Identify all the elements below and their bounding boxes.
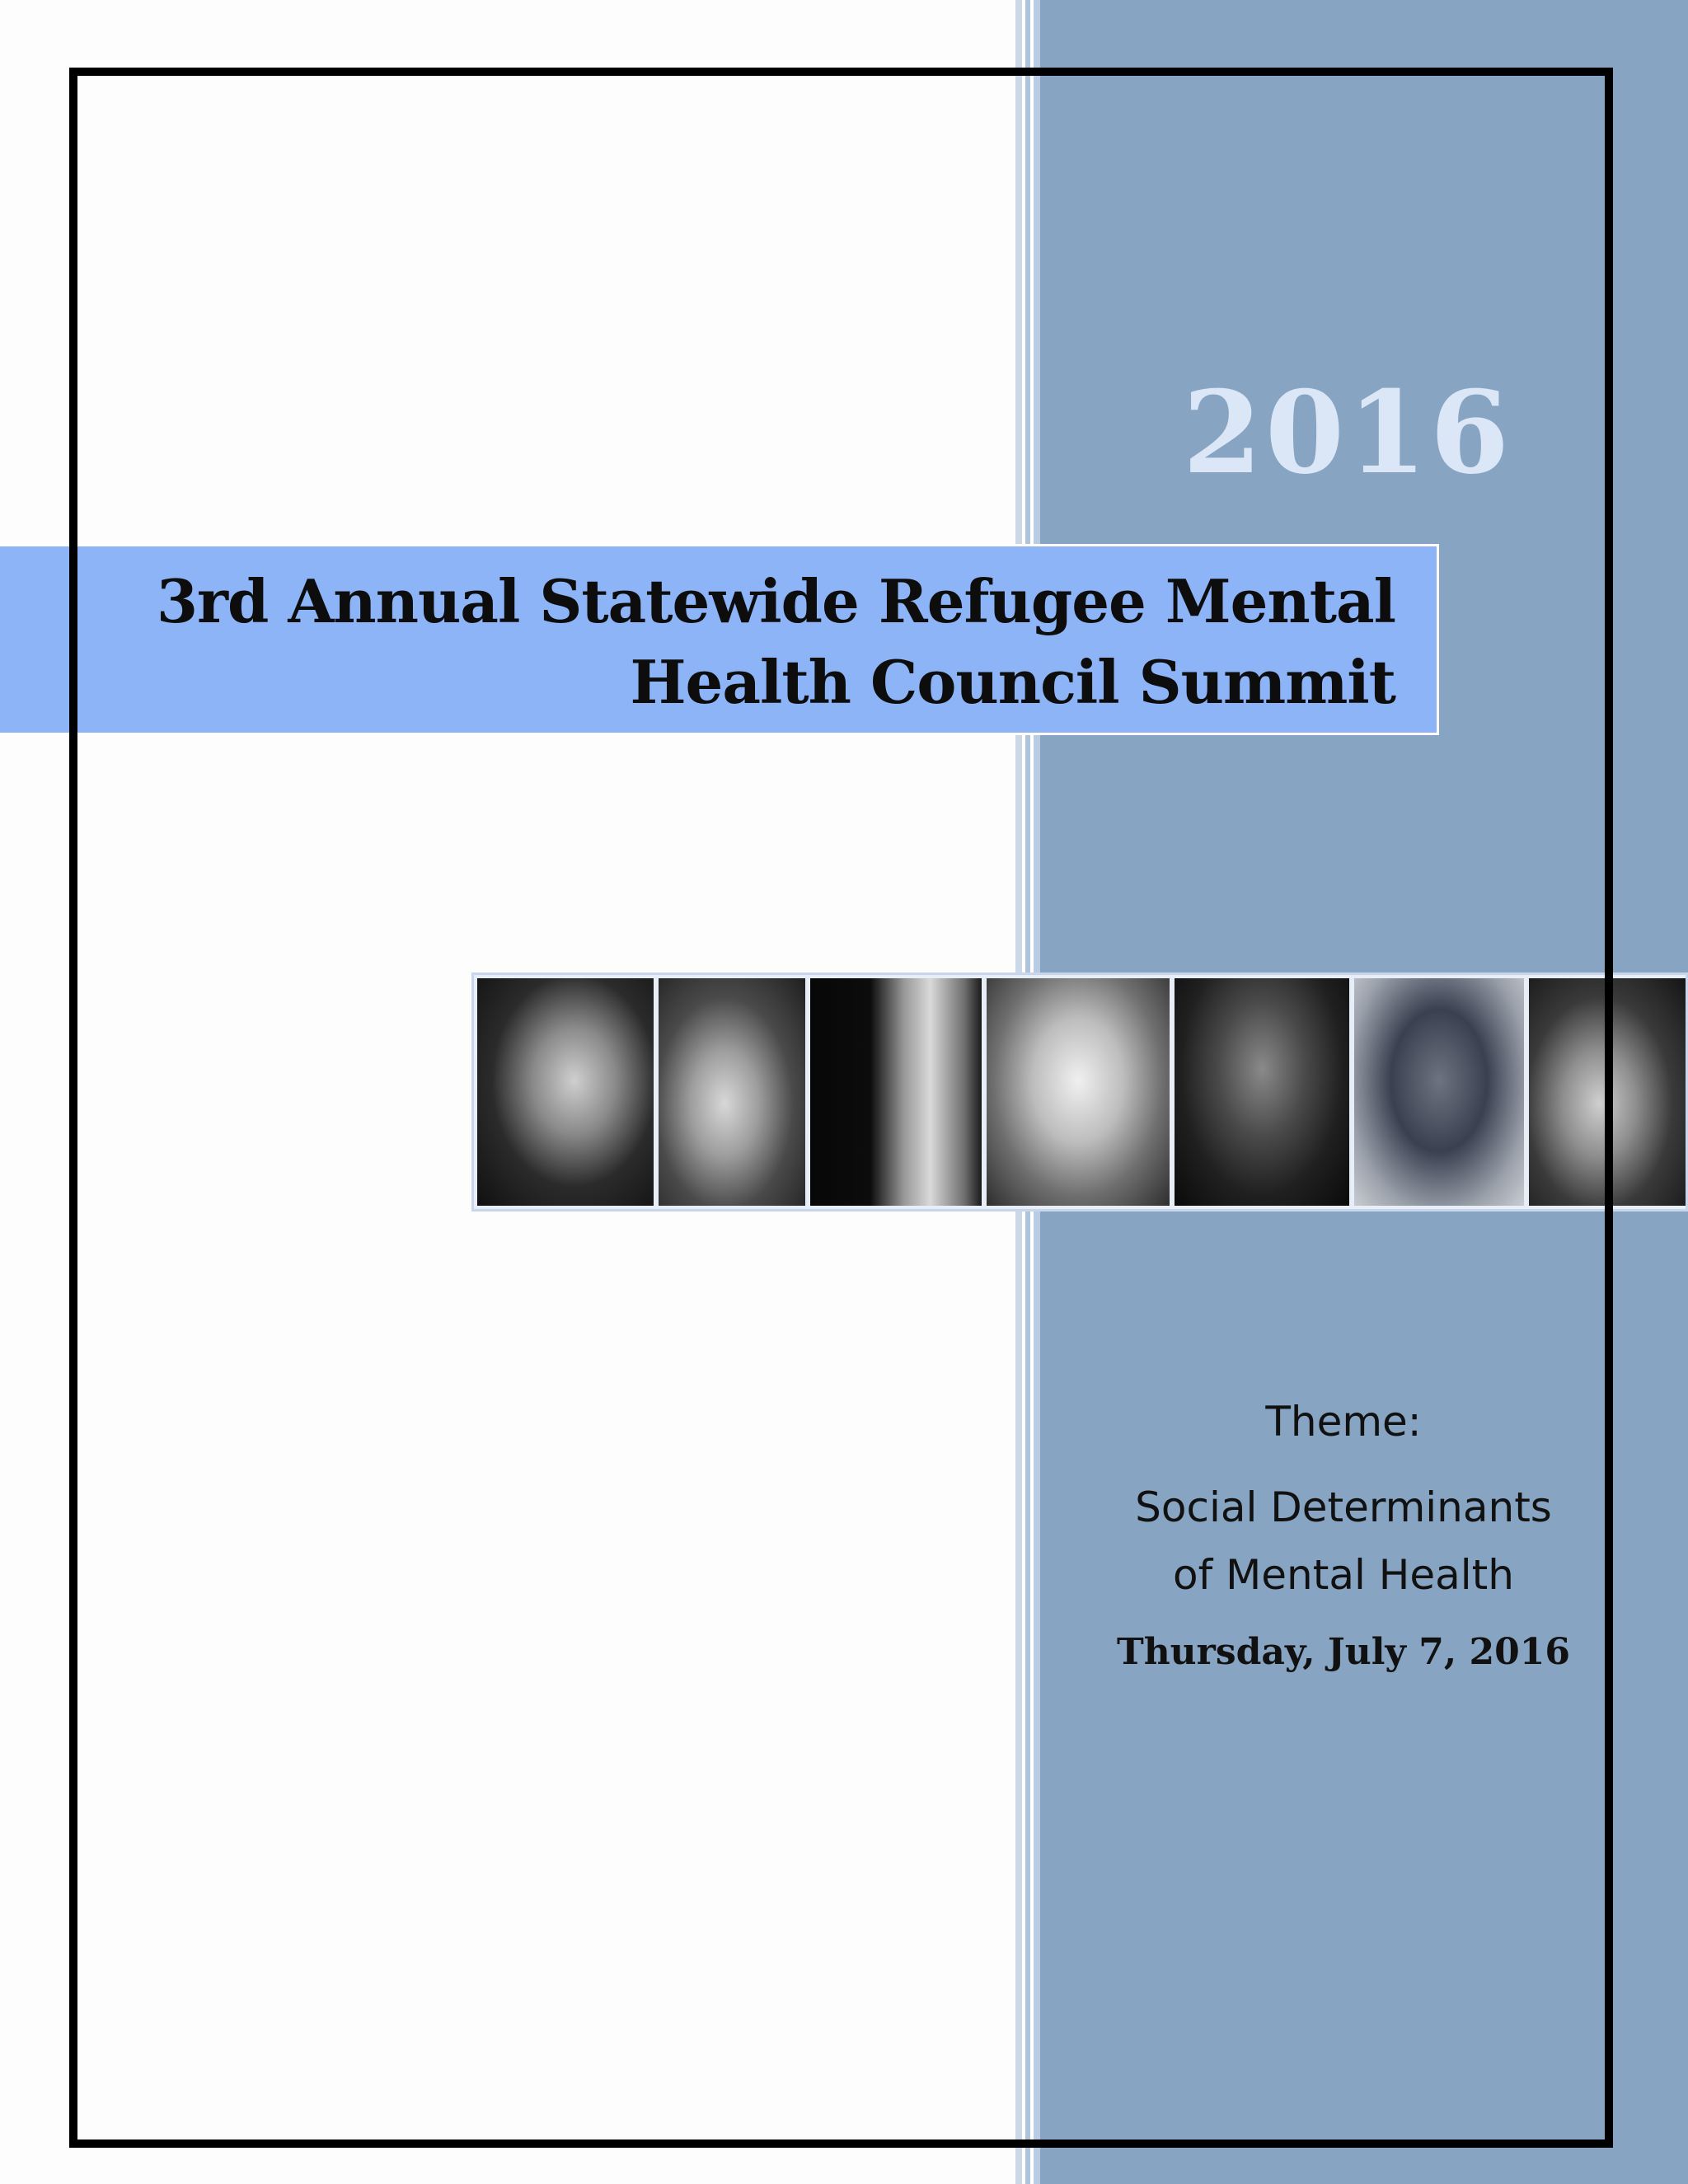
cover-year: 2016 bbox=[1182, 365, 1513, 499]
theme-line-1: Social Determinants bbox=[1135, 1483, 1552, 1531]
title-line-1: 3rd Annual Statewide Refugee Mental bbox=[156, 566, 1395, 636]
event-date: Thursday, July 7, 2016 bbox=[1116, 1631, 1571, 1673]
theme-line-2: of Mental Health bbox=[1173, 1551, 1514, 1599]
theme-label: Theme: bbox=[1265, 1398, 1422, 1446]
title-line-2: Health Council Summit bbox=[630, 647, 1395, 717]
page-frame bbox=[69, 68, 1613, 2148]
